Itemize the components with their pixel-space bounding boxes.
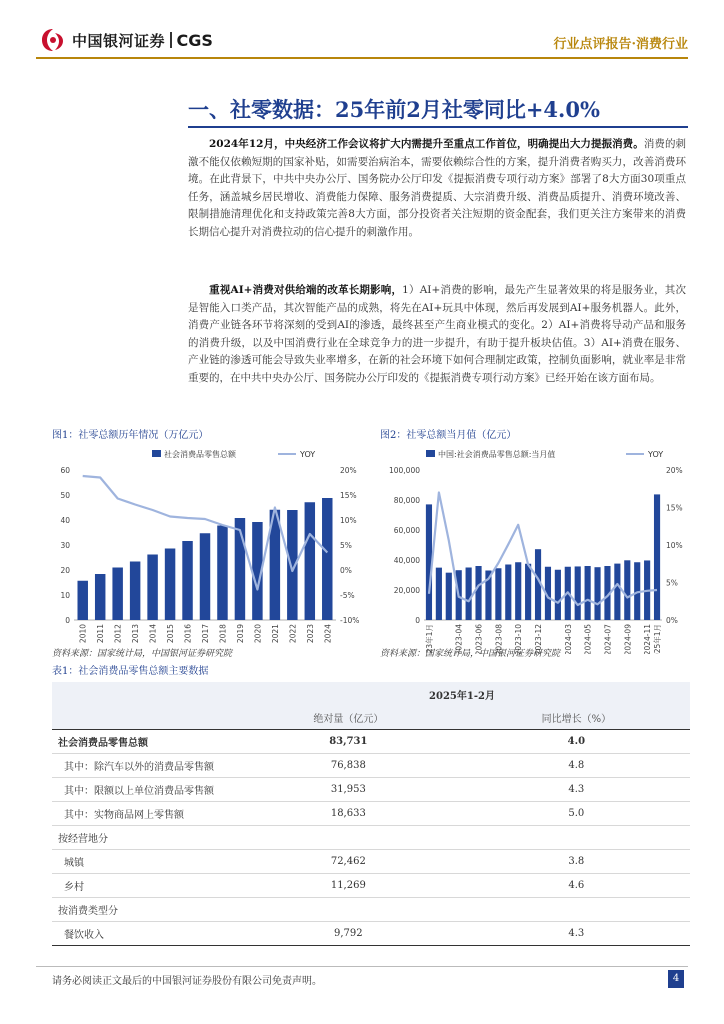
- x-tick-label: 2023-06: [474, 623, 484, 654]
- table-cell-yoy: [463, 826, 690, 850]
- table-caption: 表1：社会消费品零售总额主要数据: [52, 666, 209, 677]
- table-row: [52, 778, 690, 802]
- table-cell-abs: 9,792: [334, 928, 363, 939]
- x-tick-label: 2020: [253, 624, 263, 644]
- bar: [475, 566, 481, 620]
- table-cell-abs: 72,462: [330, 856, 366, 867]
- y-tick-label: 30: [60, 541, 70, 550]
- y-tick-label: 10: [60, 591, 70, 600]
- y2-tick-label: 10%: [666, 541, 683, 550]
- x-tick-label: 2023: [305, 624, 315, 644]
- page-header: [0, 0, 724, 62]
- bar: [95, 574, 105, 620]
- y-tick-label: 20: [60, 566, 70, 575]
- table-cell-yoy: 5.0: [568, 808, 585, 819]
- paragraph-lead: 2024年12月，中央经济工作会议将扩大内需提升至重点工作首位，明确提出大力提振消费。: [209, 138, 644, 150]
- legend-label-line: YOY: [648, 450, 664, 459]
- x-tick-label: 2022: [288, 623, 298, 644]
- header-divider: [36, 57, 688, 59]
- bar: [112, 568, 122, 621]
- table-cell-abs: 31,953: [330, 784, 366, 795]
- x-tick-label: 2023-12: [534, 623, 543, 654]
- bar: [575, 566, 581, 620]
- bar: [217, 526, 227, 621]
- paragraph-body: 1）AI+消费的影响，最先产生显著效果的将是服务业，其次是智能入口类产品，其次智能产品的成熟，将先在AI+玩具中体现，然后再发展到AI+服务机器人。此外，消费产业链各环节将深刻的受到AI的渗透，最终甚至产生商业模式的变化。2）AI+消费将导动产品和服务的消费升级，以及中国消费行业在全球竞争力的进一步提升，有助于提升板块估值。3）AI+消费在服务、产业链的渗透可能会导致失业率增多，在新的社会环境下如何合理制定政策，控制负面影响，就业率是非常重要的，在中共中央办公厅、国务院办公厅印发的《提振消费专项行动方案》已经开始在该方面布局。: [188, 284, 686, 384]
- x-tick-label: 2024-07: [603, 624, 613, 654]
- bar: [466, 568, 472, 621]
- y-tick-label: 0: [415, 616, 420, 625]
- bar: [515, 562, 521, 620]
- table-corner: [52, 682, 234, 706]
- table-cell-label: 乡村: [64, 882, 84, 893]
- y2-tick-label: 0%: [340, 566, 352, 575]
- table-cell-label: 其中：实物商品网上零售额: [64, 810, 184, 821]
- y2-tick-label: 0%: [666, 616, 678, 625]
- logo-chinese-name: 中国银河证券: [72, 31, 166, 50]
- legend-label-line: YOY: [300, 450, 316, 459]
- section-title: 一、社零数据：25年前2月社零同比+4.0%: [188, 97, 600, 122]
- legend-label-bars: 中国:社会消费品零售总额:当月值: [438, 450, 556, 459]
- y2-tick-label: 15%: [666, 503, 683, 513]
- bar: [614, 564, 620, 620]
- table-cell-label: 按经营地分: [58, 834, 108, 845]
- logo-english-name: CGS: [176, 30, 213, 50]
- bar: [77, 581, 87, 620]
- legend-swatch-bars: [152, 450, 161, 457]
- bar: [446, 573, 452, 620]
- logo-separator: [170, 32, 172, 48]
- table-cell-abs: 11,269: [330, 880, 366, 891]
- monthly-retail-sales-chart: [380, 444, 690, 654]
- x-tick-label: 2017: [201, 624, 210, 644]
- x-tick-label: 2024-11: [643, 623, 653, 654]
- y-tick-label: 100,000: [388, 466, 420, 475]
- table-cell-label: 城镇: [64, 858, 84, 869]
- report-type: 行业点评报告·消费行业: [553, 37, 688, 52]
- table-cell-abs: 18,633: [330, 808, 366, 819]
- table-cell-yoy: [463, 898, 690, 922]
- legend-label-bars: 社会消费品零售总额: [164, 450, 236, 459]
- y-tick-label: 40: [60, 516, 70, 525]
- x-tick-label: 2023年1月: [425, 624, 434, 654]
- x-tick-label: 2013: [131, 623, 141, 644]
- y2-tick-label: 5%: [340, 541, 352, 550]
- annual-retail-sales-chart: [52, 444, 368, 654]
- bar: [436, 568, 442, 620]
- y2-tick-label: 20%: [340, 466, 357, 475]
- x-tick-label: 2024: [323, 624, 333, 644]
- bar: [165, 549, 175, 621]
- x-tick-label: 2012: [113, 624, 123, 644]
- x-tick-label: 2011: [96, 624, 106, 644]
- y2-tick-label: 10%: [340, 516, 357, 525]
- footer-divider: [36, 966, 688, 967]
- figure-1: [52, 428, 368, 658]
- bar: [624, 560, 630, 620]
- company-logo: [40, 27, 213, 53]
- x-tick-label: 2023-08: [494, 624, 504, 654]
- title-divider: [188, 126, 688, 128]
- figure-2-source: 资料来源：国家统计局，中国银河证券研究院: [380, 649, 561, 659]
- table-cell-yoy: 4.6: [568, 880, 585, 891]
- x-tick-label: 2024-03: [563, 624, 573, 654]
- x-tick-label: 2019: [235, 623, 245, 644]
- table-cell-label: 餐饮收入: [64, 930, 104, 941]
- table-col-abs: 绝对量（亿元）: [234, 706, 463, 730]
- x-tick-label: 2025年1月: [653, 623, 662, 654]
- figure-1-source: 资料来源：国家统计局，中国银河证券研究院: [52, 649, 233, 659]
- table-cell-label: 按消费类型分: [58, 906, 118, 917]
- y2-tick-label: 5%: [666, 578, 678, 588]
- figure-2-title: 图2：社零总额当月值（亿元）: [380, 430, 517, 441]
- x-tick-label: 2024-05: [583, 623, 593, 654]
- y-tick-label: 20,000: [393, 586, 420, 595]
- bar: [594, 567, 600, 620]
- paragraph-ai-consumption: [188, 282, 686, 387]
- y-tick-label: 40,000: [393, 556, 420, 565]
- x-tick-label: 2024-09: [623, 624, 633, 654]
- table-row: [52, 850, 690, 874]
- table-cell-label: 其中：限额以上单位消费品零售额: [64, 786, 214, 797]
- paragraph-body: 消费的刺激不能仅依赖短期的国家补贴，如需要治病治本，需要依赖综合性的方案，提升消费者购买力，改善消费环境。在此背景下，中共中央办公厅、国务院办公厅印发《提振消费专项行动方案》部署了8大方面30项重点任务，涵盖城乡居民增收、消费能力保障、服务消费提质、大宗消费升级、消费品质提升、消费环境改善、限制措施清理优化和支持政策完善8大方面，部分投资者关注短期的资金配套，我们更关注方案带来的消费长期信心提升对消费拉动的信心提升的刺激作用。: [188, 138, 687, 238]
- table-row: [52, 754, 690, 778]
- paragraph-consumption-policy: [188, 136, 686, 241]
- y2-tick-label: -10%: [340, 616, 360, 625]
- table-col-yoy: 同比增长（%）: [463, 706, 690, 730]
- table-row: [52, 922, 690, 946]
- table-cell-abs: 76,838: [330, 760, 366, 771]
- x-tick-label: 2016: [183, 623, 193, 644]
- bar: [322, 498, 332, 620]
- y-tick-label: 60,000: [393, 526, 420, 535]
- bar: [130, 562, 140, 621]
- table-cell-label: 其中：除汽车以外的消费品零售额: [64, 762, 214, 773]
- x-tick-label: 2010: [78, 623, 88, 644]
- retail-sales-table: [52, 682, 690, 946]
- table-cell-yoy: 3.8: [568, 856, 585, 867]
- bar: [585, 566, 591, 620]
- table-cell-abs: [234, 826, 463, 850]
- cgs-logo-icon: [40, 27, 66, 53]
- y-tick-label: 50: [60, 491, 70, 500]
- table-period-header: 2025年1-2月: [234, 682, 690, 706]
- table-cell-yoy: 4.8: [568, 760, 585, 771]
- figure-2: [380, 428, 690, 658]
- bar: [200, 533, 210, 620]
- legend-swatch-bars: [426, 450, 435, 457]
- paragraph-lead: 重视AI+消费对供给端的改革长期影响，: [209, 284, 403, 296]
- bar: [305, 502, 315, 620]
- table-cell-abs: [234, 898, 463, 922]
- y-tick-label: 0: [65, 616, 70, 625]
- y-tick-label: 60: [60, 466, 70, 475]
- table-cell-abs: 83,731: [329, 736, 368, 747]
- table-corner-2: [52, 706, 234, 730]
- bar: [555, 570, 561, 620]
- x-tick-label: 2015: [166, 624, 176, 644]
- y2-tick-label: 15%: [340, 491, 357, 500]
- bar: [182, 541, 192, 620]
- bar: [505, 565, 511, 621]
- figure-1-title: 图1：社零总额历年情况（万亿元）: [52, 430, 209, 441]
- x-tick-label: 2018: [218, 624, 228, 644]
- bar: [525, 564, 531, 620]
- table-row: [52, 874, 690, 898]
- bar: [147, 555, 157, 621]
- x-tick-label: 2023-10: [514, 623, 524, 654]
- table-cell-yoy: 4.3: [568, 928, 585, 939]
- table-cell-yoy: 4.3: [568, 784, 585, 795]
- table-row: [52, 802, 690, 826]
- table-cell-label: 社会消费品零售总额: [58, 738, 148, 749]
- x-tick-label: 2014: [148, 624, 158, 644]
- bar: [495, 568, 501, 620]
- footer-disclaimer: 请务必阅读正文最后的中国银河证券股份有限公司免责声明。: [52, 976, 322, 987]
- table-row: [52, 826, 690, 850]
- y2-tick-label: -5%: [340, 591, 355, 600]
- y2-tick-label: 20%: [666, 466, 683, 475]
- table-row: [52, 898, 690, 922]
- y-tick-label: 80,000: [393, 496, 420, 505]
- table-row: [52, 730, 690, 754]
- page-number: 4: [668, 970, 684, 988]
- bar: [654, 494, 660, 620]
- yoy-line: [429, 493, 657, 606]
- table-cell-yoy: 4.0: [567, 736, 586, 747]
- x-tick-label: 2023-04: [454, 623, 464, 654]
- x-tick-label: 2021: [270, 624, 280, 644]
